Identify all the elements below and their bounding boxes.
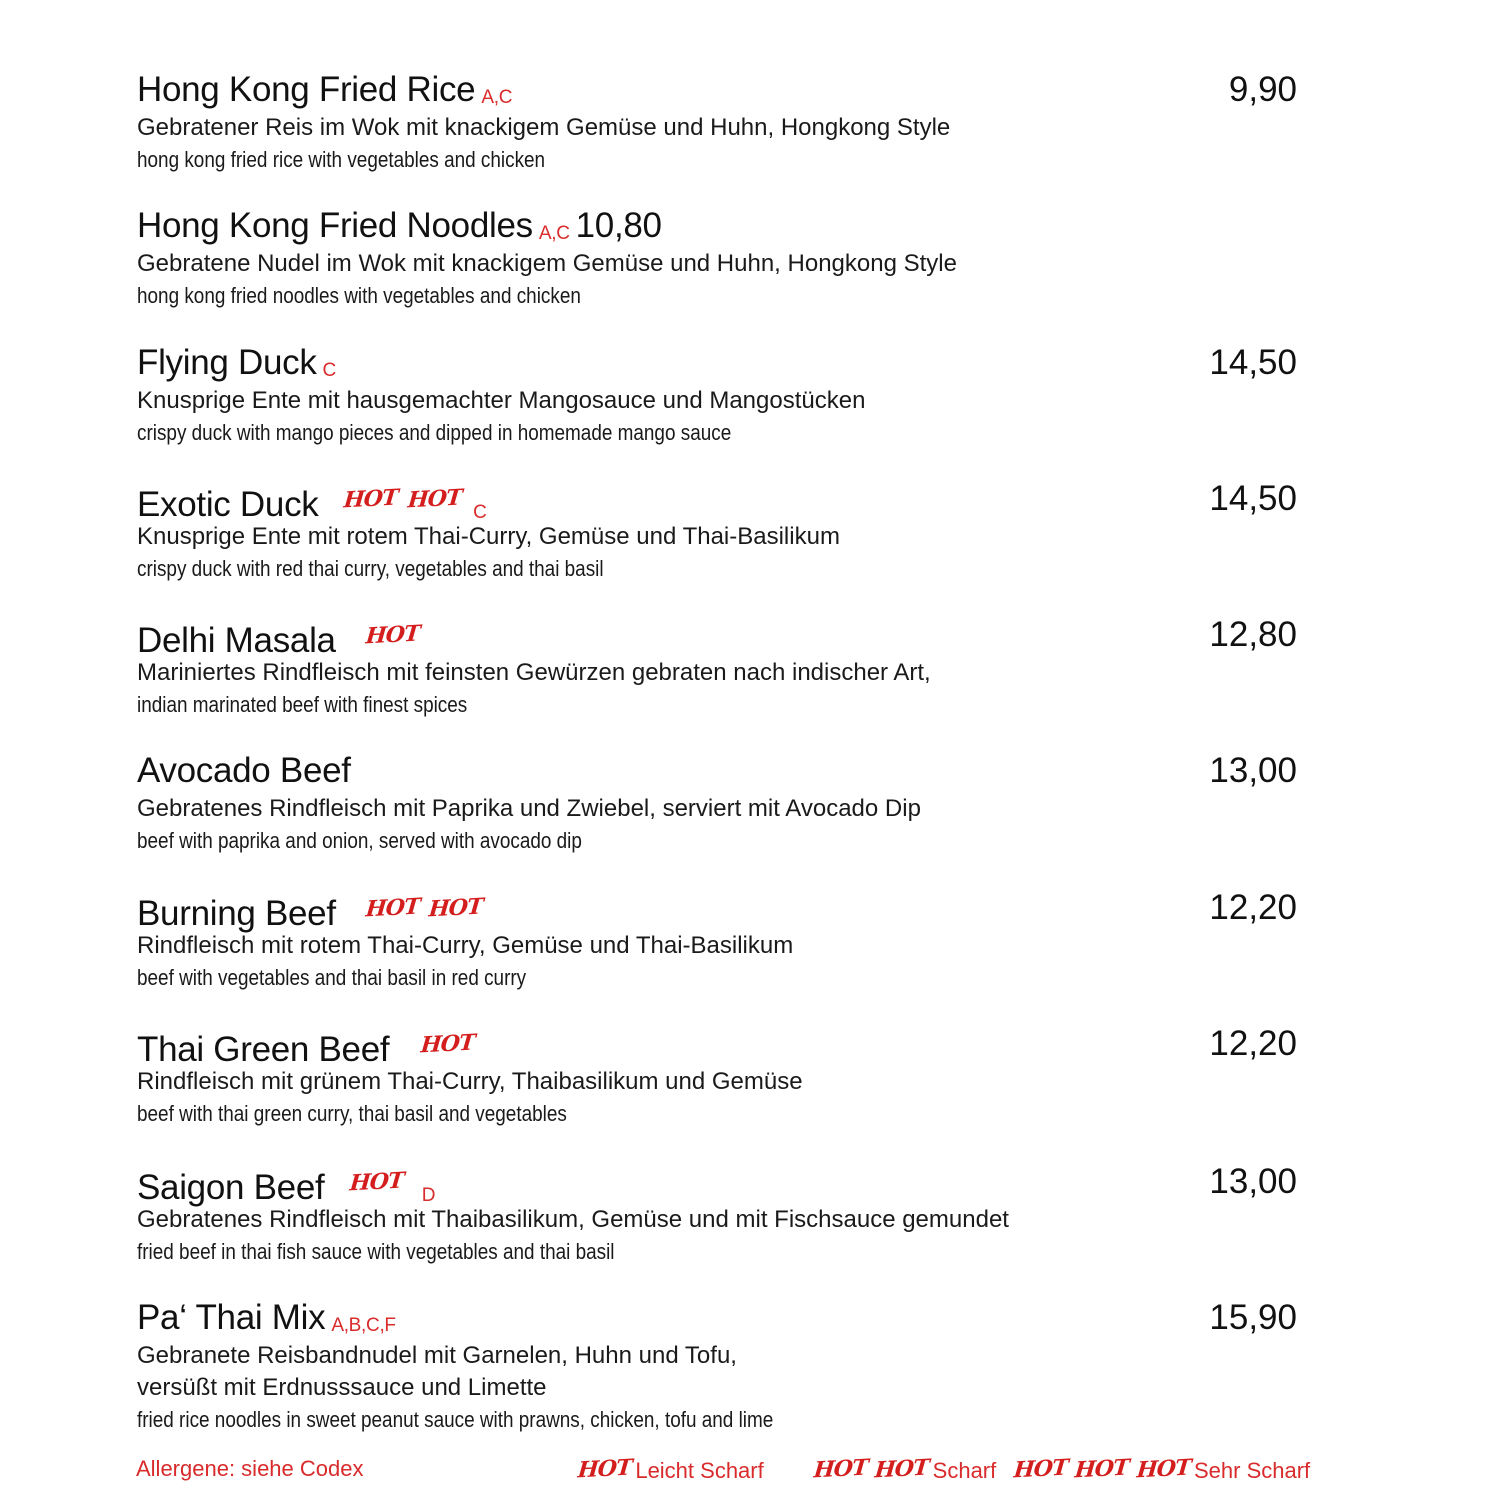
dish-price: 14,50 — [1209, 343, 1297, 382]
dish-price: 15,90 — [1209, 1298, 1297, 1337]
dish-name: Hong Kong Fried Noodles A,C 10,80 — [137, 206, 662, 245]
legend — [0, 1456, 1500, 1488]
hot-icon: HOT — [1012, 1454, 1069, 1484]
description-de: Gebranete Reisbandnudel mit Garnelen, Huhn und Tofu, — [137, 1342, 737, 1369]
hot-icon: HOT — [364, 893, 421, 923]
description-de: Gebratene Nudel im Wok mit knackigem Gemüse und Huhn, Hongkong Style — [137, 250, 957, 277]
menu-item — [137, 749, 1297, 856]
dish-name: Burning Beef HOT HOT — [137, 886, 482, 936]
menu-item — [137, 68, 1297, 175]
allergen-note: Allergene: siehe Codex — [136, 1456, 364, 1481]
legend-mild: HOT Leicht Scharf — [576, 1454, 764, 1484]
description-de: Rindfleisch mit rotem Thai-Curry, Gemüse und Thai-Basilikum — [137, 932, 794, 959]
description-en: crispy duck with mango pieces and dipped in homemade mango sauce — [137, 420, 732, 445]
description-en: hong kong fried noodles with vegetables and chicken — [137, 283, 581, 308]
description-en: beef with paprika and onion, served with avocado dip — [137, 828, 582, 853]
description-de-line2: versüßt mit Erdnusssauce und Limette — [137, 1374, 547, 1401]
allergen-codes: D — [421, 1185, 436, 1206]
menu-item — [137, 477, 1297, 584]
hot-icon: HOT — [1135, 1454, 1192, 1484]
menu-item — [137, 1296, 1297, 1435]
dish-name: Flying Duck C — [137, 343, 336, 382]
menu-item — [137, 613, 1297, 720]
dish-name: Exotic Duck HOT HOT C — [137, 477, 487, 535]
description-en: beef with thai green curry, thai basil and vegetables — [137, 1101, 567, 1126]
dish-name: Delhi Masala HOT — [137, 613, 419, 663]
hot-icon: HOT — [1074, 1454, 1130, 1484]
dish-price: 10,80 — [575, 206, 662, 245]
description-de: Gebratenes Rindfleisch mit Thaibasilikum, Gemüse und mit Fischsauce gemundet — [137, 1206, 1009, 1233]
dish-price: 14,50 — [1209, 479, 1297, 518]
dish-price: 13,00 — [1209, 1162, 1297, 1201]
dish-price: 12,20 — [1209, 888, 1297, 927]
description-en: indian marinated beef with finest spices — [137, 692, 468, 717]
allergen-codes: A,C — [538, 223, 570, 244]
dish-price: 9,90 — [1228, 70, 1297, 109]
description-de: Knusprige Ente mit rotem Thai-Curry, Gemüse und Thai-Basilikum — [137, 523, 840, 550]
description-en: fried beef in thai fish sauce with vegetables and thai basil — [137, 1239, 615, 1264]
allergen-codes: C — [322, 360, 336, 381]
description-en: crispy duck with red thai curry, vegetables and thai basil — [137, 556, 604, 581]
dish-price: 12,20 — [1209, 1024, 1297, 1063]
allergen-codes: A,B,C,F — [331, 1315, 396, 1336]
hot-icon: HOT — [364, 620, 421, 650]
hot-icon: HOT — [349, 1167, 406, 1197]
description-de: Gebratenes Rindfleisch mit Paprika und Zwiebel, serviert mit Avocado Dip — [137, 795, 921, 822]
description-de: Gebratener Reis im Wok mit knackigem Gemüse und Huhn, Hongkong Style — [137, 114, 951, 141]
legend-very: HOT HOT HOT Sehr Scharf — [1012, 1454, 1311, 1484]
description-de: Mariniertes Rindfleisch mit feinsten Gewürzen gebraten nach indischer Art, — [137, 659, 931, 686]
dish-name: Hong Kong Fried Rice A,C — [137, 70, 513, 109]
hot-icon: HOT — [576, 1454, 633, 1484]
dish-name: Avocado Beef — [137, 751, 351, 790]
hot-icon: HOT — [406, 484, 463, 514]
hot-icon: HOT — [427, 893, 484, 923]
menu-item — [137, 1160, 1297, 1267]
hot-icon: HOT — [874, 1454, 930, 1484]
description-en: hong kong fried rice with vegetables and chicken — [137, 147, 546, 172]
dish-name: Pa‘ Thai Mix A,B,C,F — [137, 1298, 396, 1337]
description-en: fried rice noodles in sweet peanut sauce with prawns, chicken, tofu and lime — [137, 1407, 774, 1432]
dish-price: 12,80 — [1209, 615, 1297, 654]
menu-item — [137, 204, 1297, 311]
allergen-codes: C — [473, 502, 487, 523]
hot-icon: HOT — [343, 484, 400, 514]
menu-item — [137, 886, 1297, 993]
dish-name: Thai Green Beef HOT — [137, 1022, 475, 1072]
legend-medium: HOT HOT Scharf — [812, 1454, 997, 1484]
description-de: Knusprige Ente mit hausgemachter Mangosauce und Mangostücken — [137, 387, 866, 414]
allergen-codes: A,C — [481, 87, 513, 108]
description-en: beef with vegetables and thai basil in red curry — [137, 965, 527, 990]
menu-item — [137, 1022, 1297, 1129]
dish-name: Saigon Beef HOT D — [137, 1160, 435, 1218]
hot-icon: HOT — [812, 1454, 869, 1484]
menu-item — [137, 341, 1297, 448]
description-de: Rindfleisch mit grünem Thai-Curry, Thaibasilikum und Gemüse — [137, 1068, 803, 1095]
hot-icon: HOT — [420, 1029, 476, 1059]
dish-price: 13,00 — [1209, 751, 1297, 790]
